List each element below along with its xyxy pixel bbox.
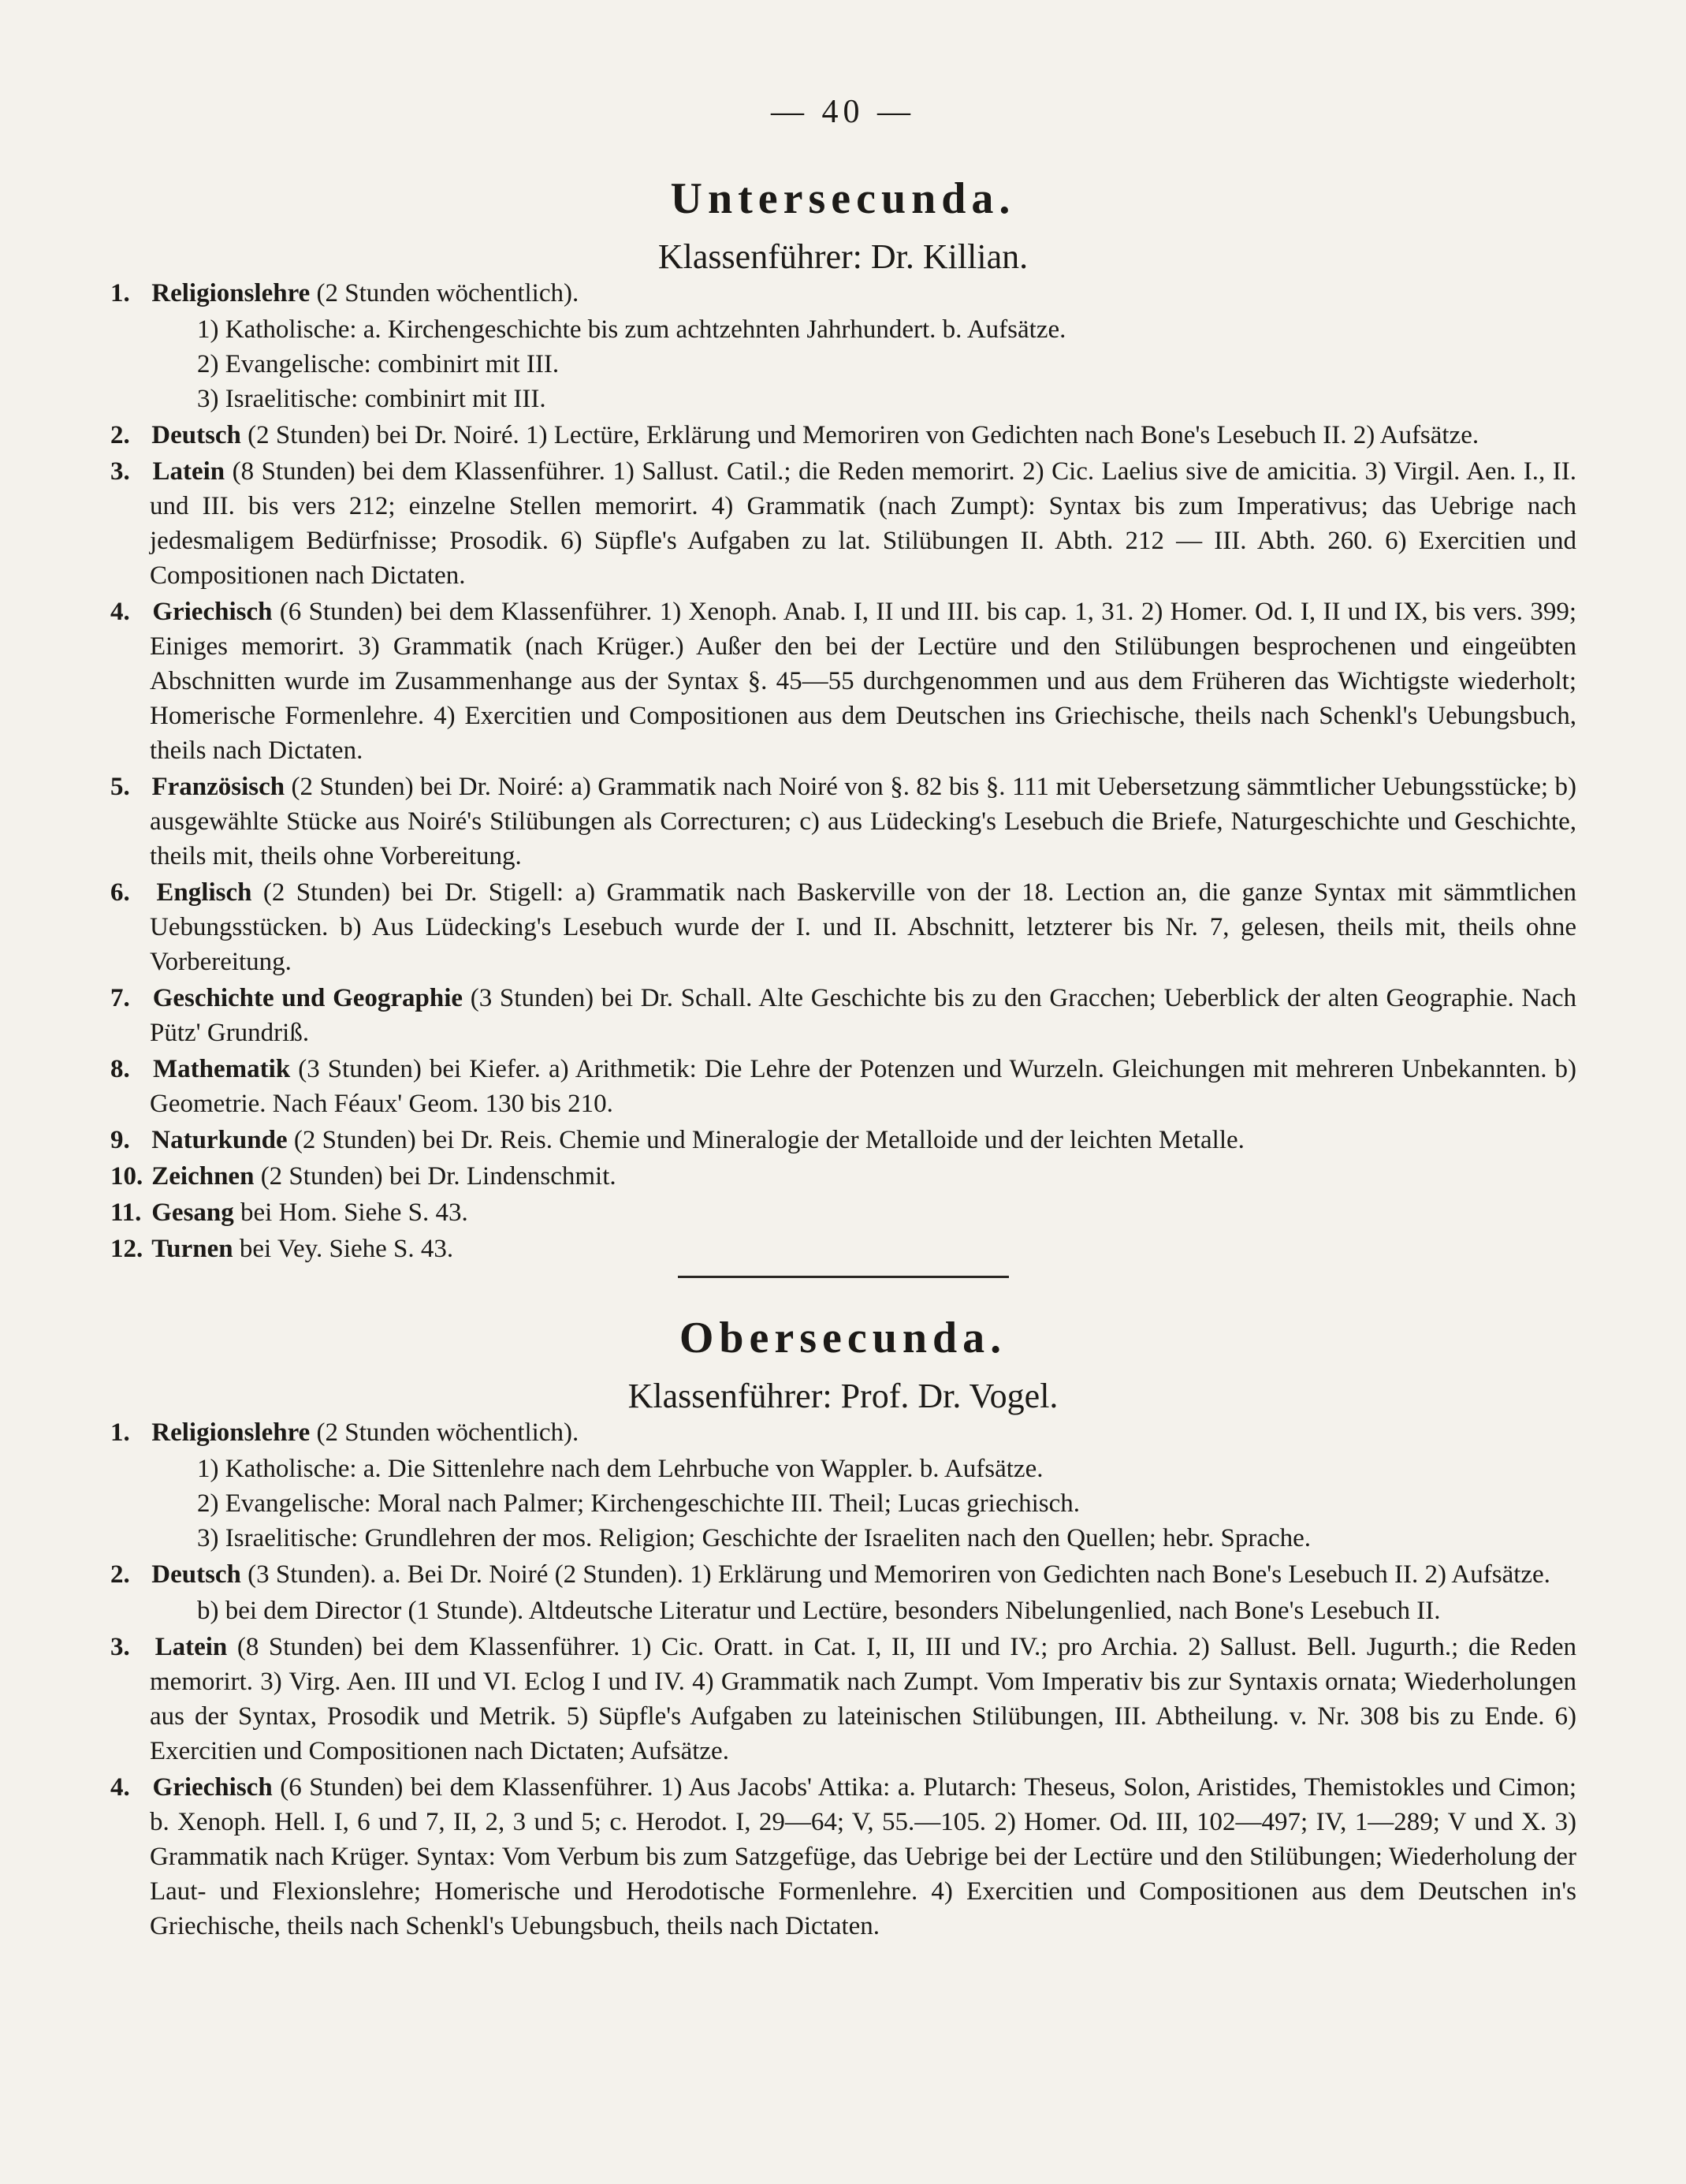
subject-entry xyxy=(110,981,1576,1050)
entry-number: 10. xyxy=(110,1162,143,1191)
entry-text: (3 Stunden). a. Bei Dr. Noiré (2 Stunden). 1) Erklärung und Memoriren von Gedichten nach Bone's Lesebuch II. 2) Aufsätze. xyxy=(248,1560,1550,1589)
class-teacher-obersecunda: Klassenführer: Prof. Dr. Vogel. xyxy=(627,1377,1059,1415)
entry-number: 9. xyxy=(110,1126,130,1154)
subject-entry xyxy=(110,1123,1576,1157)
entry-text: (3 Stunden) bei Dr. Schall. Alte Geschichte bis zu den Gracchen; Ueberblick der alten Geographie. Nach Pütz' Grundriß. xyxy=(150,984,1577,1047)
entry-number: 1. xyxy=(110,279,130,307)
entry-text: (8 Stunden) bei dem Klassenführer. 1) Sallust. Catil.; die Reden memorirt. 2) Cic. Laelius sive de amicitia. 3) Virgil. Aen. I., II. und III. bis vers 212; einzelne Stellen memorirt. 4) Grammatik (nach Zumpt): Syntax bis zum Imperativus; das Uebrige nach jedesmaligem Bedürfnisse; Prosodik. 6) Süpfle's Aufgaben zu lat. Stilübungen II. Abth. 212 — III. Abth. 260. 6) Exercitien und Compositionen nach Dictaten. xyxy=(150,457,1576,590)
entry-number: 4. xyxy=(110,598,130,626)
subject-name: Deutsch xyxy=(151,1560,241,1589)
subject-list-obersecunda xyxy=(110,1415,1576,1945)
entry-text: (2 Stunden wöchentlich). xyxy=(316,279,579,307)
entry-number: 5. xyxy=(110,773,130,801)
subject-entry xyxy=(110,1195,1576,1230)
subject-entry xyxy=(110,770,1576,874)
sub-item: b) bei dem Director (1 Stunde). Altdeutsche Literatur und Lectüre, besonders Nibelungenlied, nach Bone's Lesebuch II. xyxy=(197,1597,1441,1625)
sub-item: 3) Israelitische: Grundlehren der mos. Religion; Geschichte der Israeliten nach den Quellen; hebr. Sprache. xyxy=(197,1524,1312,1552)
subject-name: Französisch xyxy=(151,773,285,801)
subject-entry xyxy=(110,418,1576,453)
entry-number: 12. xyxy=(110,1235,143,1263)
entry-text: (3 Stunden) bei Kiefer. a) Arithmetik: Die Lehre der Potenzen und Wurzeln. Gleichungen mit mehreren Unbekannten. b) Geometrie. Nach Féaux' Geom. 130 bis 210. xyxy=(150,1055,1577,1118)
sub-item: 1) Katholische: a. Die Sittenlehre nach dem Lehrbuche von Wappler. b. Aufsätze. xyxy=(197,1455,1044,1483)
deutsch-sublist xyxy=(197,1593,1576,1628)
religion-sublist xyxy=(197,1452,1576,1556)
subject-name: Griechisch xyxy=(152,1773,273,1802)
class-teacher-untersecunda: Klassenführer: Dr. Killian. xyxy=(657,237,1029,276)
entry-text: (6 Stunden) bei dem Klassenführer. 1) Aus Jacobs' Attika: a. Plutarch: Theseus, Solon, Aristides, Themistokles und Cimon; b. Xenoph. Hell. I, 6 und 7, II, 2, 3 und 5; c. Herodot. I, 29—64; V, 55.—105. 2) Homer. Od. III, 102—497; IV, 1—289; V und X. 3) Grammatik nach Krüger. Syntax: Vom Verbum bis zum Satzgefüge, das Uebrige bei der Lectüre und den Stilübungen; Wiederholung der Laut- und Flexionslehre; Homerische und Herodotische Formenlehre. 4) Exercitien und Compositionen aus dem Deutschen in's Griechische, theils nach Schenkl's Uebungsbuch, theils nach Dictaten. xyxy=(150,1773,1576,1940)
entry-number: 6. xyxy=(110,878,130,907)
subject-name: Englisch xyxy=(156,878,252,907)
subject-entry xyxy=(110,875,1576,979)
section-title-untersecunda: Untersecunda. xyxy=(670,174,1016,223)
subject-name: Griechisch xyxy=(152,598,273,626)
entry-text: (2 Stunden) bei Dr. Reis. Chemie und Mineralogie der Metalloide und der leichten Metalle. xyxy=(293,1126,1245,1154)
subject-entry xyxy=(110,1052,1576,1121)
subject-entry xyxy=(110,1630,1576,1768)
subject-name: Religionslehre xyxy=(151,279,311,307)
subject-name: Latein xyxy=(154,1633,228,1661)
subject-entry xyxy=(110,594,1576,768)
entry-text: (8 Stunden) bei dem Klassenführer. 1) Cic. Oratt. in Cat. I, II, III und IV.; pro Archia. 2) Sallust. Bell. Jugurth.; die Reden memorirt. 3) Virg. Aen. III und VI. Eclog I und IV. 4) Grammatik nach Zumpt. Vom Imperativ bis zur Syntaxis ornata; Wiederholungen aus der Syntax, Prosodik und Metrik. 5) Süpfle's Aufgaben zu lateinischen Stilübungen, III. Abtheilung. v. Nr. 308 bis zu Ende. 6) Exercitien und Compositionen nach Dictaten; Aufsätze. xyxy=(150,1633,1577,1765)
subject-name: Naturkunde xyxy=(151,1126,288,1154)
section-divider xyxy=(678,1276,1009,1278)
entry-text: bei Hom. Siehe S. 43. xyxy=(240,1198,468,1227)
entry-number: 2. xyxy=(110,421,130,449)
section-title-obersecunda: Obersecunda. xyxy=(679,1314,1007,1362)
subject-entry xyxy=(110,276,1576,311)
subject-name: Geschichte und Geographie xyxy=(152,984,463,1012)
entry-number: 7. xyxy=(110,984,130,1012)
subject-name: Turnen xyxy=(151,1235,233,1263)
subject-list-untersecunda xyxy=(110,276,1576,1268)
subject-entry xyxy=(110,1232,1576,1266)
subject-entry xyxy=(110,1159,1576,1194)
subject-entry xyxy=(110,1557,1576,1592)
entry-text: (2 Stunden wöchentlich). xyxy=(316,1418,579,1447)
sub-item: 2) Evangelische: Moral nach Palmer; Kirchengeschichte III. Theil; Lucas griechisch. xyxy=(197,1489,1081,1518)
subject-name: Gesang xyxy=(151,1198,234,1227)
subject-entry xyxy=(110,454,1576,593)
subject-name: Mathematik xyxy=(153,1055,291,1083)
entry-number: 1. xyxy=(110,1418,130,1447)
entry-number: 3. xyxy=(110,1633,130,1661)
sub-item: 2) Evangelische: combinirt mit III. xyxy=(197,350,560,378)
subject-name: Deutsch xyxy=(151,421,241,449)
entry-number: 11. xyxy=(110,1198,142,1227)
sub-item: 1) Katholische: a. Kirchengeschichte bis zum achtzehnten Jahrhundert. b. Aufsätze. xyxy=(197,315,1066,344)
entry-number: 3. xyxy=(110,457,130,486)
sub-item: 3) Israelitische: combinirt mit III. xyxy=(197,385,546,413)
religion-sublist xyxy=(197,312,1576,416)
entry-text: (2 Stunden) bei Dr. Noiré: a) Grammatik nach Noiré von §. 82 bis §. 111 mit Uebersetzung sämmtlicher Uebungsstücke; b) ausgewählte Stücke aus Noiré's Stilübungen als Correcturen; c) aus Lüdecking's Lesebuch die Briefe, Naturgeschichte und Geschichte, theils mit, theils ohne Vorbereitung. xyxy=(150,773,1577,870)
subject-name: Latein xyxy=(152,457,225,486)
entry-text: (2 Stunden) bei Dr. Lindenschmit. xyxy=(260,1162,616,1191)
subject-entry xyxy=(110,1770,1576,1944)
entry-number: 4. xyxy=(110,1773,130,1802)
entry-number: 2. xyxy=(110,1560,130,1589)
entry-text: (6 Stunden) bei dem Klassenführer. 1) Xenoph. Anab. I, II und III. bis cap. 1, 31. 2) Homer. Od. I, II und IX, bis vers. 399; Einiges memorirt. 3) Grammatik (nach Krüger.) Außer den bei der Lectüre und den Stilübungen besprochenen und eingeübten Abschnitten wurde im Zusammenhange aus der Syntax §. 45—55 durchgenommen und aus dem Früheren das Wichtigste wiederholt; Homerische Formenlehre. 4) Exercitien und Compositionen aus dem Deutschen ins Griechische, theils nach Schenkl's Uebungsbuch, theils nach Dictaten. xyxy=(150,598,1577,765)
subject-entry xyxy=(110,1415,1576,1450)
subject-name: Zeichnen xyxy=(151,1162,255,1191)
subject-name: Religionslehre xyxy=(151,1418,311,1447)
entry-text: (2 Stunden) bei Dr. Stigell: a) Grammatik nach Baskerville von der 18. Lection an, die ganze Syntax mit sämmtlichen Uebungsstücken. b) Aus Lüdecking's Lesebuch wurde der I. und II. Abschnitt, letzterer bis Nr. 7, gelesen, theils mit, theils ohne Vorbereitung. xyxy=(150,878,1577,976)
page-number: — 40 — xyxy=(771,94,915,130)
entry-number: 8. xyxy=(110,1055,130,1083)
entry-text: bei Vey. Siehe S. 43. xyxy=(239,1235,454,1263)
entry-text: (2 Stunden) bei Dr. Noiré. 1) Lectüre, Erklärung und Memoriren von Gedichten nach Bone's Lesebuch II. 2) Aufsätze. xyxy=(248,421,1479,449)
